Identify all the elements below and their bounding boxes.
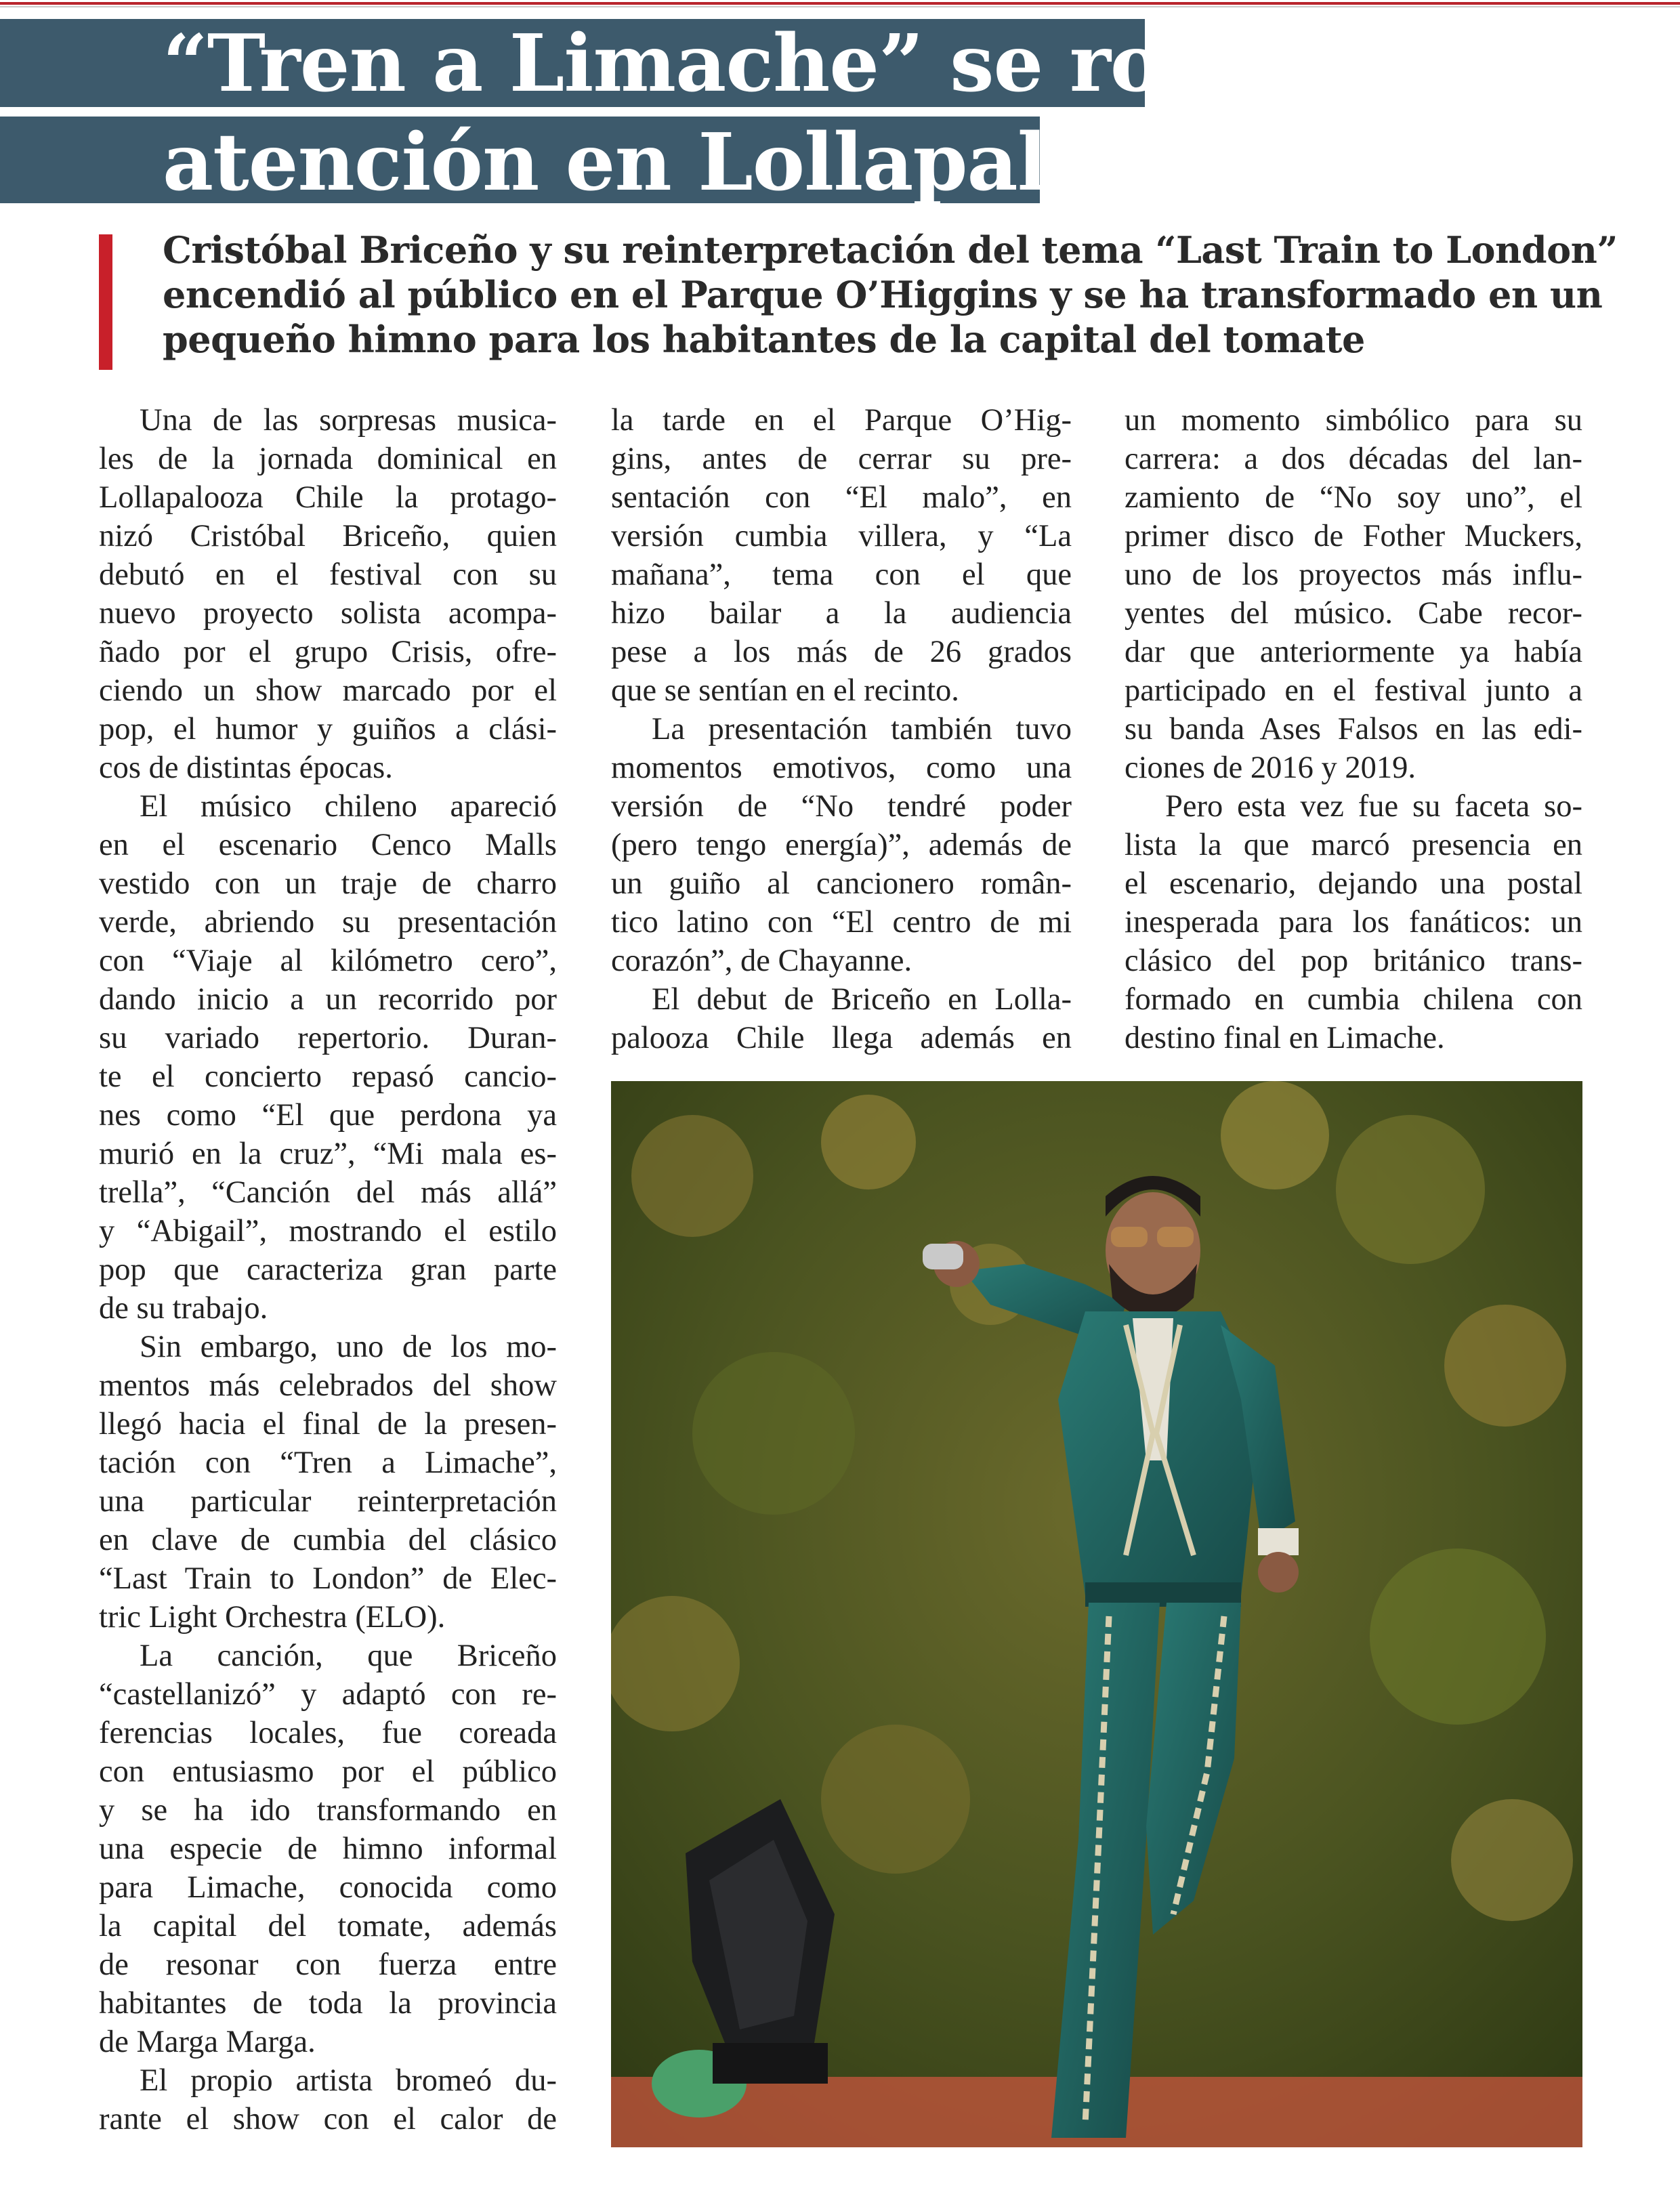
body-text-line: tric Light Orchestra (ELO). — [99, 1600, 446, 1635]
body-text-line: una particular reinterpretación — [99, 1484, 557, 1519]
top-rule — [0, 0, 1680, 8]
body-text-line: ciendo un show marcado por el — [99, 673, 557, 708]
body-text-line: hizo bailar a la audiencia — [611, 596, 1072, 631]
body-text-line: La presentación también tuvo — [652, 712, 1072, 746]
body-text-line: corazón”, de Chayanne. — [611, 944, 912, 978]
body-text-line: Lollapalooza Chile la protago- — [99, 480, 557, 515]
body-text-line: el escenario, dejando una postal — [1125, 866, 1582, 901]
body-text-line: pop, el humor y guiños a clási- — [99, 712, 557, 746]
body-text-line: ciones de 2016 y 2019. — [1125, 751, 1416, 785]
article-column-2 — [611, 401, 1072, 1057]
body-text-line: para Limache, conocida como — [99, 1870, 557, 1905]
body-text-line: participado en el festival junto a — [1125, 673, 1582, 708]
body-text-line: pese a los más de 26 grados — [611, 635, 1072, 669]
body-text-line: tico latino con “El centro de mi — [611, 905, 1072, 940]
deck-accent-bar — [99, 234, 112, 370]
subheadline-line: Cristóbal Briceño y su reinterpretación del tema “Last Train to London” — [163, 228, 1618, 272]
body-text-line: inesperada para los fanáticos: un — [1125, 905, 1582, 940]
body-text-line: de resonar con fuerza entre — [99, 1947, 557, 1982]
body-text-line: y “Abigail”, mostrando el estilo — [99, 1214, 557, 1248]
body-text-line: con “Viaje al kilómetro cero”, — [99, 944, 557, 978]
body-text-line: zamiento de “No soy uno”, el — [1125, 480, 1582, 515]
body-text-line: y se ha ido transformando en — [99, 1793, 557, 1828]
body-text-line: un momento simbólico para su — [1125, 403, 1582, 438]
body-text-line: nizó Cristóbal Briceño, quien — [99, 519, 557, 553]
body-text-line: uno de los proyectos más influ- — [1125, 557, 1582, 592]
body-text-line: debutó en el festival con su — [99, 557, 557, 592]
body-text-line: llegó hacia el final de la presen- — [99, 1407, 557, 1441]
body-text-line: ferencias locales, fue coreada — [99, 1716, 557, 1750]
body-text-line: su variado repertorio. Duran- — [99, 1021, 557, 1055]
body-text-line: que se sentían en el recinto. — [611, 673, 959, 708]
body-text-line: trella”, “Canción del más allá” — [99, 1175, 557, 1210]
body-text-line: murió en la cruz”, “Mi mala es- — [99, 1137, 557, 1171]
body-text-line: destino final en Limache. — [1125, 1021, 1445, 1055]
body-text-line: de Marga Marga. — [99, 2025, 316, 2059]
body-text-line: en clave de cumbia del clásico — [99, 1523, 557, 1557]
photo-illustration — [611, 1081, 1582, 2147]
body-text-line: mentos más celebrados del show — [99, 1368, 557, 1403]
body-text-line: momentos emotivos, como una — [611, 751, 1072, 785]
body-text-line: la tarde en el Parque O’Hig- — [611, 403, 1072, 438]
body-text-line: nuevo proyecto solista acompa- — [99, 596, 557, 631]
body-text-line: cos de distintas épocas. — [99, 751, 393, 785]
body-text-line: versión de “No tendré poder — [611, 789, 1072, 824]
body-text-line: versión cumbia villera, y “La — [611, 519, 1072, 553]
body-text-line: primer disco de Fother Muckers, — [1125, 519, 1582, 553]
body-text-line: nes como “El que perdona ya — [99, 1098, 557, 1133]
body-text-line: pop que caracteriza gran parte — [99, 1252, 557, 1287]
subheadline — [163, 228, 1618, 362]
body-text-line: El músico chileno apareció — [140, 789, 557, 824]
body-text-line: yentes del músico. Cabe recor- — [1125, 596, 1582, 631]
body-text-line: verde, abriendo su presentación — [99, 905, 557, 940]
body-text-line: habitantes de toda la provincia — [99, 1986, 557, 2021]
body-text-line: El propio artista bromeó du- — [140, 2063, 557, 2098]
body-text-line: clásico del pop británico trans- — [1125, 944, 1582, 978]
body-text-line: palooza Chile llega además en — [611, 1021, 1072, 1055]
body-text-line: les de la jornada dominical en — [99, 442, 557, 476]
headline-line-2: atención en Lollapalooza — [0, 117, 1040, 203]
body-text-line: de su trabajo. — [99, 1291, 268, 1326]
subheadline-line: encendió al público en el Parque O’Higgins y se ha transformado en un — [163, 273, 1603, 316]
body-text-line: El debut de Briceño en Lolla- — [652, 982, 1072, 1017]
body-text-line: con entusiasmo por el público — [99, 1754, 557, 1789]
body-text-line: (pero tengo energía)”, además de — [611, 828, 1072, 862]
body-text-line: dando inicio a un recorrido por — [99, 982, 557, 1017]
body-text-line: Pero esta vez fue su faceta so- — [1165, 789, 1582, 824]
body-text-line: en el escenario Cenco Malls — [99, 828, 557, 862]
body-text-line: te el concierto repasó cancio- — [99, 1059, 557, 1094]
subheadline-line: pequeño himno para los habitantes de la capital del tomate — [163, 318, 1365, 361]
body-text-line: una especie de himno informal — [99, 1832, 557, 1866]
headline-line-1: “Tren a Limache” se robó la — [0, 19, 1145, 107]
body-text-line: ñado por el grupo Crisis, ofre- — [99, 635, 557, 669]
body-text-line: vestido con un traje de charro — [99, 866, 557, 901]
article-column-1 — [99, 401, 557, 2138]
body-text-line: Una de las sorpresas musica- — [140, 403, 557, 438]
body-text-line: gins, antes de cerrar su pre- — [611, 442, 1072, 476]
body-text-line: “Last Train to London” de Elec- — [99, 1561, 557, 1596]
body-text-line: la capital del tomate, además — [99, 1909, 557, 1943]
body-text-line: “castellanizó” y adaptó con re- — [99, 1677, 557, 1712]
body-text-line: formado en cumbia chilena con — [1125, 982, 1582, 1017]
body-text-line: lista la que marcó presencia en — [1125, 828, 1582, 862]
body-text-line: rante el show con el calor de — [99, 2102, 557, 2136]
body-text-line: tación con “Tren a Limache”, — [99, 1446, 557, 1480]
performer-photo — [611, 1081, 1582, 2147]
body-text-line: carrera: a dos décadas del lan- — [1125, 442, 1582, 476]
article-column-3 — [1125, 401, 1582, 1057]
body-text-line: mañana”, tema con el que — [611, 557, 1072, 592]
body-text-line: sentación con “El malo”, en — [611, 480, 1072, 515]
body-text-line: su banda Ases Falsos en las edi- — [1125, 712, 1582, 746]
body-text-line: un guiño al cancionero român- — [611, 866, 1072, 901]
body-text-line: La canción, que Briceño — [140, 1639, 557, 1673]
body-text-line: dar que anteriormente ya había — [1125, 635, 1582, 669]
body-text-line: Sin embargo, uno de los mo- — [140, 1330, 557, 1364]
